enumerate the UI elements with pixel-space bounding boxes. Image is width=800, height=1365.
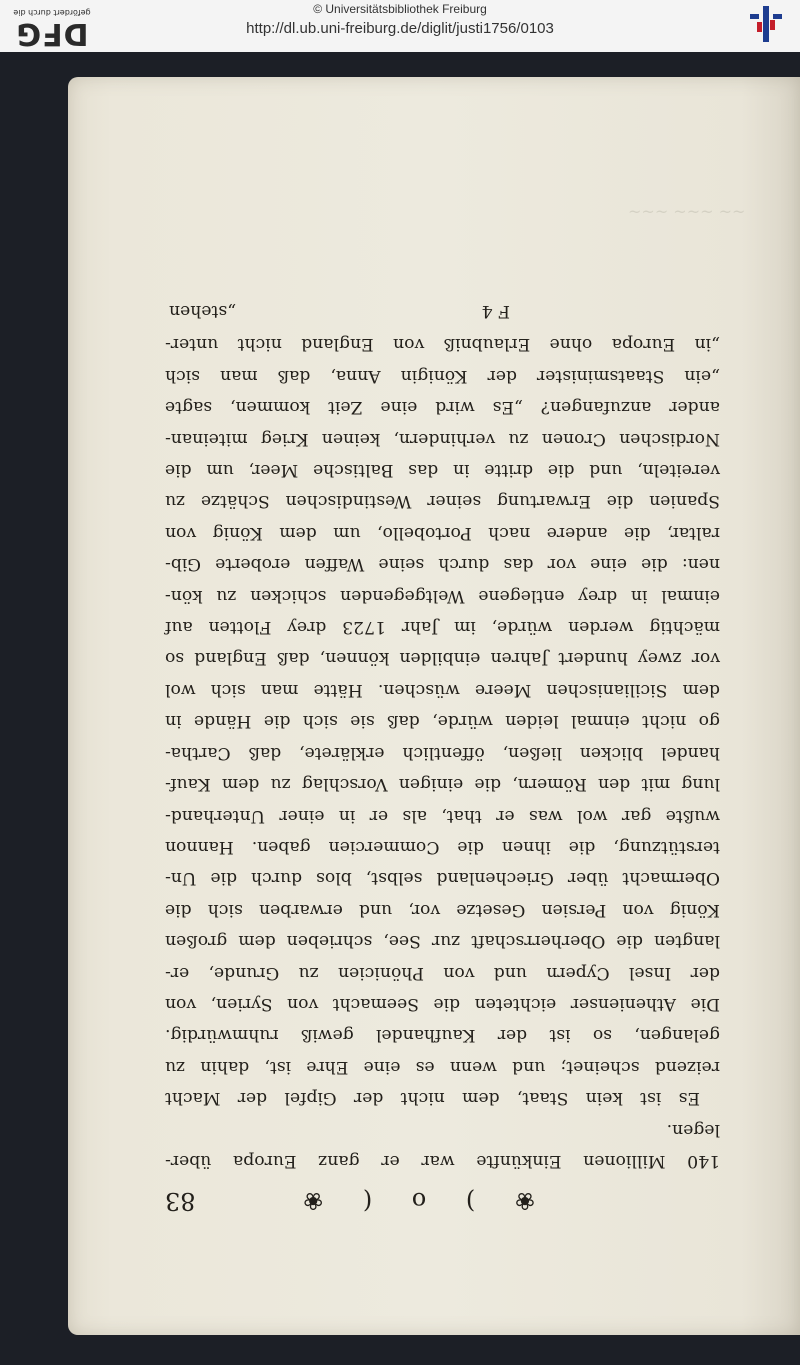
signature-mark: F 4 bbox=[481, 301, 510, 322]
dfg-logo-tagline: gefördert durch die bbox=[13, 8, 91, 17]
text-line: König von Persien Gesetze vor, und erwarben sich die bbox=[165, 899, 720, 920]
text-line: Obermacht über Griechenland selbst, blos durch die Un- bbox=[165, 868, 720, 889]
page-content-rotated bbox=[68, 77, 800, 1335]
text-line: terstützung, die ihnen die Commercien gaben. Hannon bbox=[165, 836, 720, 857]
text-line: Spanien die Erwartung seiner Westindischen Schätze zu bbox=[165, 491, 720, 512]
text-line: reizend scheinet; und wenn es eine Ehre ist, dahin zu bbox=[165, 1056, 720, 1077]
text-line: Die Athenienser eichteten die Seemacht von Syrien, von bbox=[165, 993, 720, 1014]
text-line: der Insel Cypern und von Phönicien zu Grunde, er- bbox=[165, 962, 720, 983]
running-header bbox=[165, 1180, 720, 1220]
dfg-logo-text: DFG bbox=[15, 16, 89, 51]
page-text-block bbox=[165, 295, 720, 1220]
university-freiburg-logo-icon[interactable] bbox=[746, 4, 786, 44]
text-line: wußte gar wol was er that, als er in einer Unterhand- bbox=[165, 805, 720, 826]
text-line: „ein Staatsminister der Königin Anna, daß man sich bbox=[165, 365, 720, 386]
text-line: mächtig werden würde, im Jahr 1723 drey Flotten auf bbox=[165, 617, 720, 638]
text-line: einmal in drey entlegene Weltgegenden schicken zu kön- bbox=[165, 585, 720, 606]
catchword: „stehen bbox=[169, 301, 237, 322]
permalink-url[interactable]: http://dl.ub.uni-freiburg.de/diglit/justi1756/0103 bbox=[246, 20, 554, 37]
text-line: nen: die eine vor das durch seine Waffen eroberte Gib- bbox=[165, 554, 720, 575]
text-line: „in Europa ohne Erlaubniß von England nicht unter- bbox=[165, 334, 720, 355]
library-banner bbox=[0, 0, 800, 53]
text-line: go nicht einmal leiden würde, daß sie sich die Hände in bbox=[165, 711, 720, 732]
text-line: 140 Millionen Einkünfte war er ganz Europa über- bbox=[165, 1151, 720, 1171]
text-line: dem Sicilianischen Meere wüschen. Hätte man sich wol bbox=[165, 679, 720, 700]
text-line: Nordischen Cronen zu verhindern, keinen Krieg miteinan- bbox=[165, 428, 720, 449]
text-line: langten die Oberherrschaft zur See, schrieben dem großen bbox=[165, 931, 720, 952]
catchword-line bbox=[165, 295, 720, 326]
page-number: 83 bbox=[165, 1186, 196, 1215]
bleed-through-text: ~~~ ~~~ ~~ bbox=[628, 202, 746, 221]
text-line: ander anzufangen? „Es wird eine Zeit kommen, sagte bbox=[165, 397, 720, 418]
copyright-notice: © Universitätsbibliothek Freiburg bbox=[313, 2, 487, 16]
text-line: legen. bbox=[666, 1119, 720, 1140]
text-line: raltar, die andere nach Portobello, um dem König von bbox=[165, 522, 720, 543]
text-line: lung mit den Römern, die einigen Vorschlag zu dem Kauf- bbox=[165, 774, 720, 795]
header-ornament: ❀ ) o ( ❀ bbox=[287, 1186, 535, 1215]
text-line: Es ist kein Staat, dem nicht der Gipfel der Macht bbox=[165, 1088, 700, 1109]
text-line: handel blicken ließen, öffentlich erklärete, daß Cartha- bbox=[165, 742, 720, 763]
text-line: gelangen, so ist der Kaufhandel gewiß ruhmwürdig. bbox=[165, 1025, 720, 1046]
text-line: vor zwey hundert Jahren einbilden können, daß England so bbox=[165, 648, 720, 669]
text-line: vereiteln, und die dritte in das Baltische Meer, um die bbox=[165, 460, 720, 481]
book-page bbox=[68, 77, 800, 1335]
